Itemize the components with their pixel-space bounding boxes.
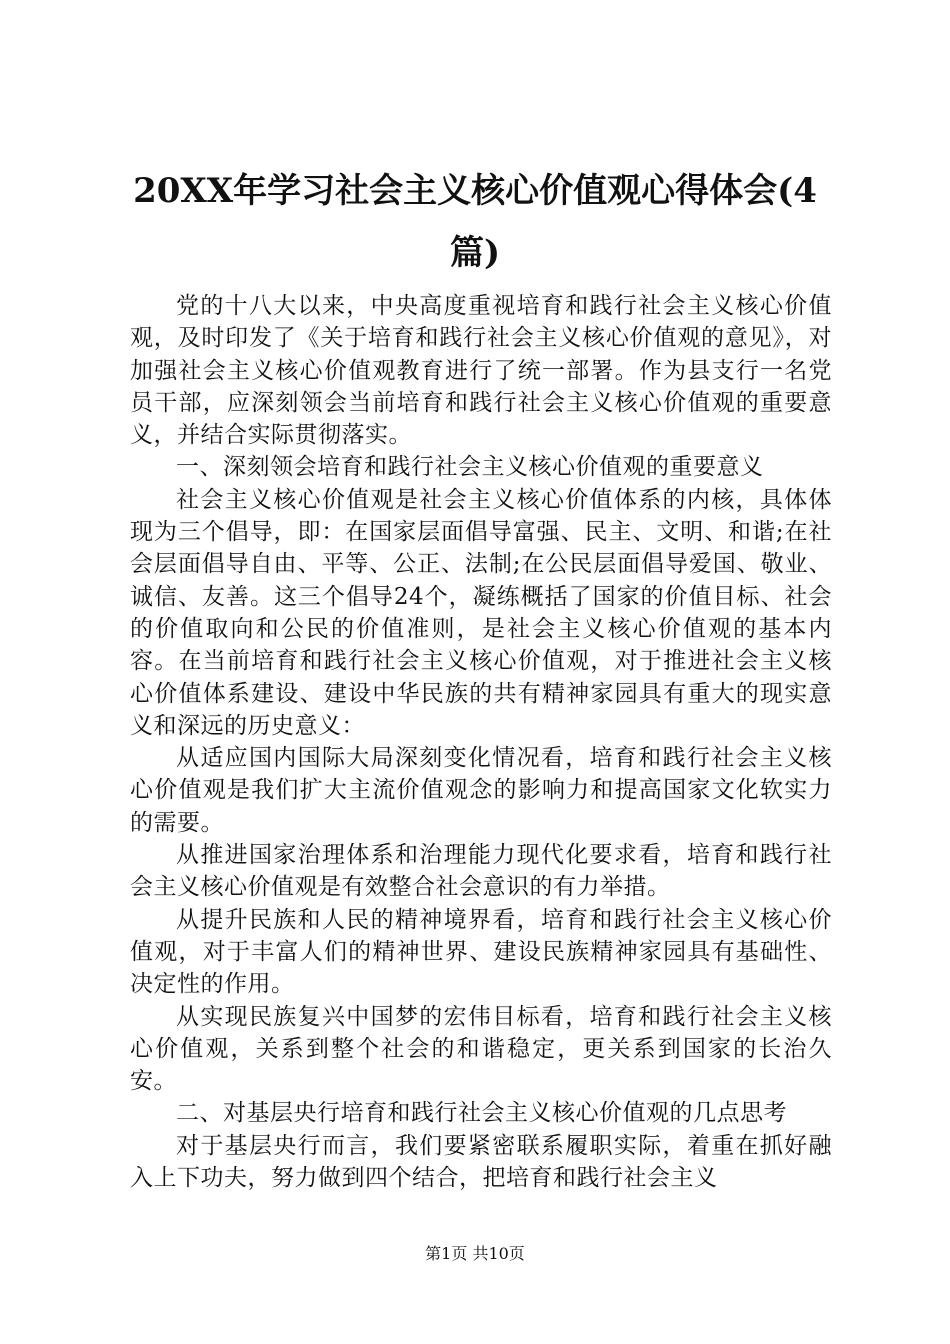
paragraph: 从推进国家治理体系和治理能力现代化要求看，培育和践行社会主义核心价值观是有效整合社会意识的有力举措。 xyxy=(130,842,832,901)
paragraph: 从提升民族和人民的精神境界看，培育和践行社会主义核心价值观，对于丰富人们的精神世界、建设民族精神家园具有基础性、决定性的作用。 xyxy=(130,906,832,998)
section-heading: 二、对基层央行培育和践行社会主义核心价值观的几点思考 xyxy=(176,1100,787,1127)
document-title: 20XX年学习社会主义核心价值观心得体会(4篇) xyxy=(133,171,817,273)
paragraph: 党的十八大以来，中央高度重视培育和践行社会主义核心价值观，及时印发了《关于培育和践行社会主义核心价值观的意见》，对加强社会主义核心价值观教育进行了统一部署。作为县支行一名党员干部，应深刻领会当前培育和践行社会主义核心价值观的重要意义，并结合实际贯彻落实。 xyxy=(130,293,832,449)
section-heading: 一、深刻领会培育和践行社会主义核心价值观的重要意义 xyxy=(176,454,764,481)
paragraph: 社会主义核心价值观是社会主义核心价值体系的内核，具体体现为三个倡导，即：在国家层面倡导富强、民主、文明、和谐;在社会层面倡导自由、平等、公正、法制;在公民层面倡导爱国、敬业、诚信、友善。这三个倡导24个，凝练概括了国家的价值目标、社会的价值取向和公民的价值准则，是社会主义核心价值观的基本内容。在当前培育和践行社会主义核心价值观，对于推进社会主义核心价值体系建设、建设中华民族的共有精神家园具有重大的现实意义和深远的历史意义： xyxy=(130,486,832,739)
page-number-footer: 第1页 共10页 xyxy=(425,1244,525,1263)
paragraph: 从适应国内国际大局深刻变化情况看，培育和践行社会主义核心价值观是我们扩大主流价值观念的影响力和提高国家文化软实力的需要。 xyxy=(130,745,832,836)
paragraph: 对于基层央行而言，我们要紧密联系履职实际，着重在抓好融入上下功夫，努力做到四个结合，把培育和践行社会主义 xyxy=(130,1132,832,1192)
document-body xyxy=(130,290,832,1194)
paragraph: 从实现民族复兴中国梦的宏伟目标看，培育和践行社会主义核心价值观，关系到整个社会的和谐稳定，更关系到国家的长治久安。 xyxy=(130,1003,832,1095)
